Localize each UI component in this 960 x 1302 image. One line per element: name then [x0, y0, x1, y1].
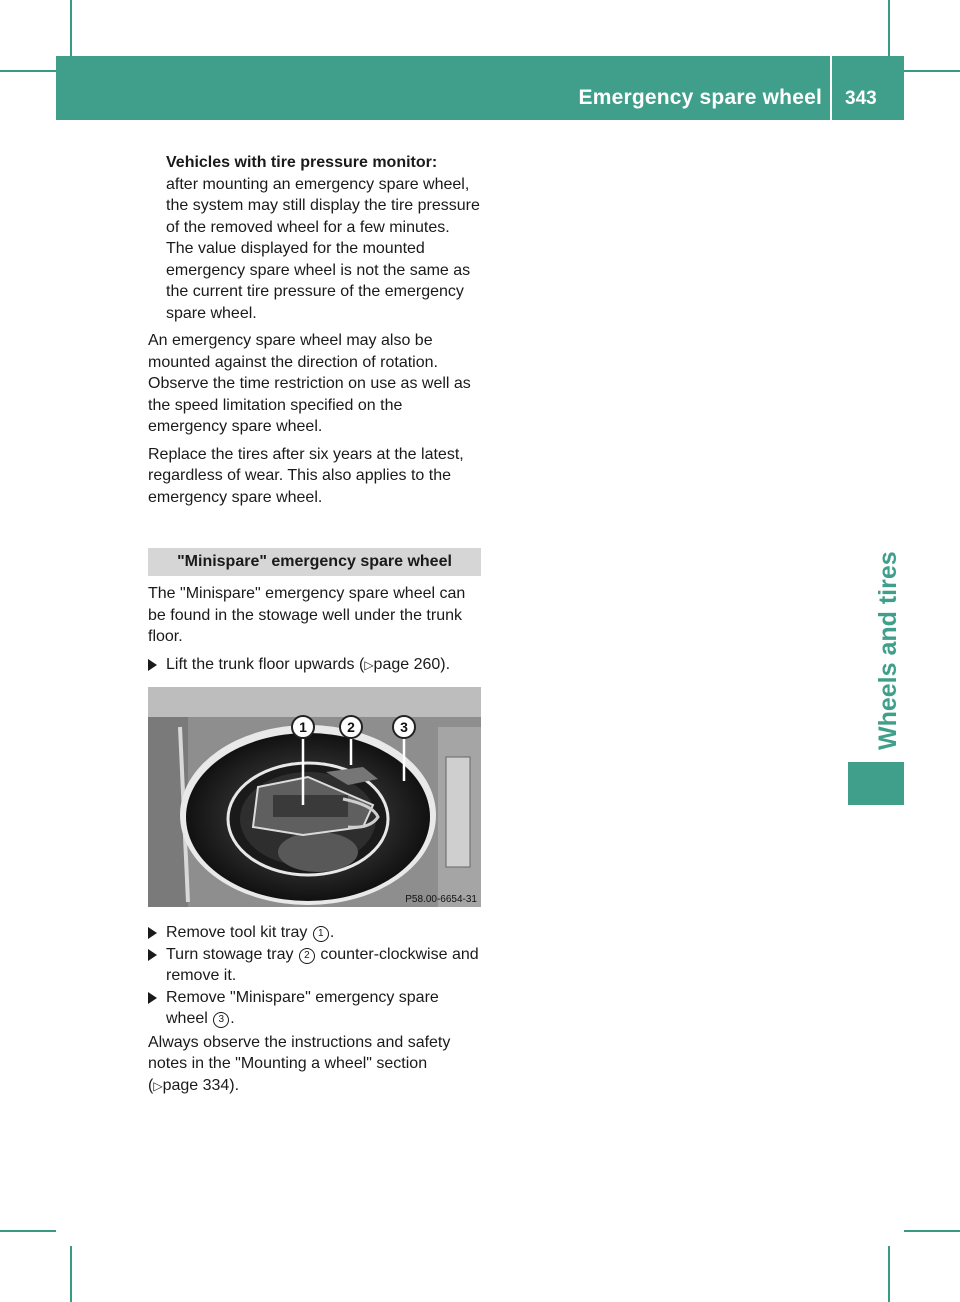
callout-ref-2: 2 [299, 948, 315, 964]
callout-3: 3 [400, 719, 408, 735]
callout-ref-3: 3 [213, 1012, 229, 1028]
step-item [148, 944, 481, 987]
step-text: Turn stowage tray [166, 945, 298, 963]
page-ref-link[interactable]: page 334 [162, 1076, 230, 1094]
header-divider [830, 56, 832, 120]
closing-text-end: ). [229, 1076, 240, 1094]
paragraph: Replace the tires after six years at the latest, regardless of wear. This also applies to the emergency spare wheel. [148, 445, 464, 506]
step-arrow-icon [148, 949, 157, 961]
step-item [148, 654, 481, 677]
spare-wheel-photo [148, 687, 481, 907]
callout-markers [292, 716, 415, 738]
crop-mark [70, 1246, 72, 1302]
step-arrow-icon [148, 992, 157, 1004]
crop-mark [904, 70, 960, 72]
step-item [148, 922, 481, 944]
step-text-end: . [329, 924, 335, 941]
crop-mark [70, 0, 72, 56]
page-ref-icon: ▷ [153, 1078, 163, 1093]
closing-paragraph [148, 1032, 481, 1098]
steps-list [148, 922, 481, 1097]
section-heading: "Minispare" emergency spare wheel [148, 548, 481, 576]
intro-heading: Vehicles with tire pressure monitor: [166, 154, 438, 171]
chapter-tab-label: Wheels and tires [874, 551, 902, 750]
section-intro: The "Minispare" emergency spare wheel can be found in the stowage well under the trunk floor. [148, 585, 466, 645]
page-number: 343 [845, 88, 877, 109]
page-ref-icon: ▷ [364, 657, 374, 672]
crop-mark [888, 1246, 890, 1302]
crop-mark [904, 1230, 960, 1232]
paragraph: An emergency spare wheel may also be mounted against the direction of rotation. Observe the time restriction on use as well as the speed limitation specified on the emergency spare wheel. [148, 332, 471, 435]
step-item [148, 987, 481, 1030]
closing-text: Always observe the instructions and safety notes in the "Mounting a wheel" section ( [148, 1033, 451, 1094]
figure-code: P58.00-6654-31 [405, 894, 477, 905]
chapter-tab-block [848, 762, 904, 805]
step-text: Remove "Minispare" emergency spare wheel [166, 988, 439, 1027]
page-ref-link[interactable]: page 260 [373, 655, 441, 673]
step-arrow-icon [148, 659, 157, 671]
callout-ref-1: 1 [313, 926, 329, 942]
crop-mark [0, 1230, 56, 1232]
intro-body: after mounting an emergency spare wheel, the system may still display the tire pressure of the removed wheel for a few minutes. The value displayed for the mounted emergency spare wheel is not the same as the current tire pressure of the emergency spare wheel. [166, 175, 480, 322]
step-text: Lift the trunk floor upwards ( [166, 655, 365, 673]
section-body [148, 583, 481, 676]
crop-mark [0, 70, 56, 72]
step-arrow-icon [148, 927, 157, 939]
step-text-end: . [230, 1010, 235, 1027]
crop-mark [888, 0, 890, 56]
step-text-end: counter-clockwise and remove it. [166, 945, 479, 984]
step-text: Remove tool kit tray [166, 924, 312, 941]
intro-block [148, 152, 481, 508]
step-text-end: ). [440, 655, 451, 673]
callout-1: 1 [299, 719, 307, 735]
page-title: Emergency spare wheel [578, 86, 822, 109]
callout-2: 2 [347, 719, 355, 735]
